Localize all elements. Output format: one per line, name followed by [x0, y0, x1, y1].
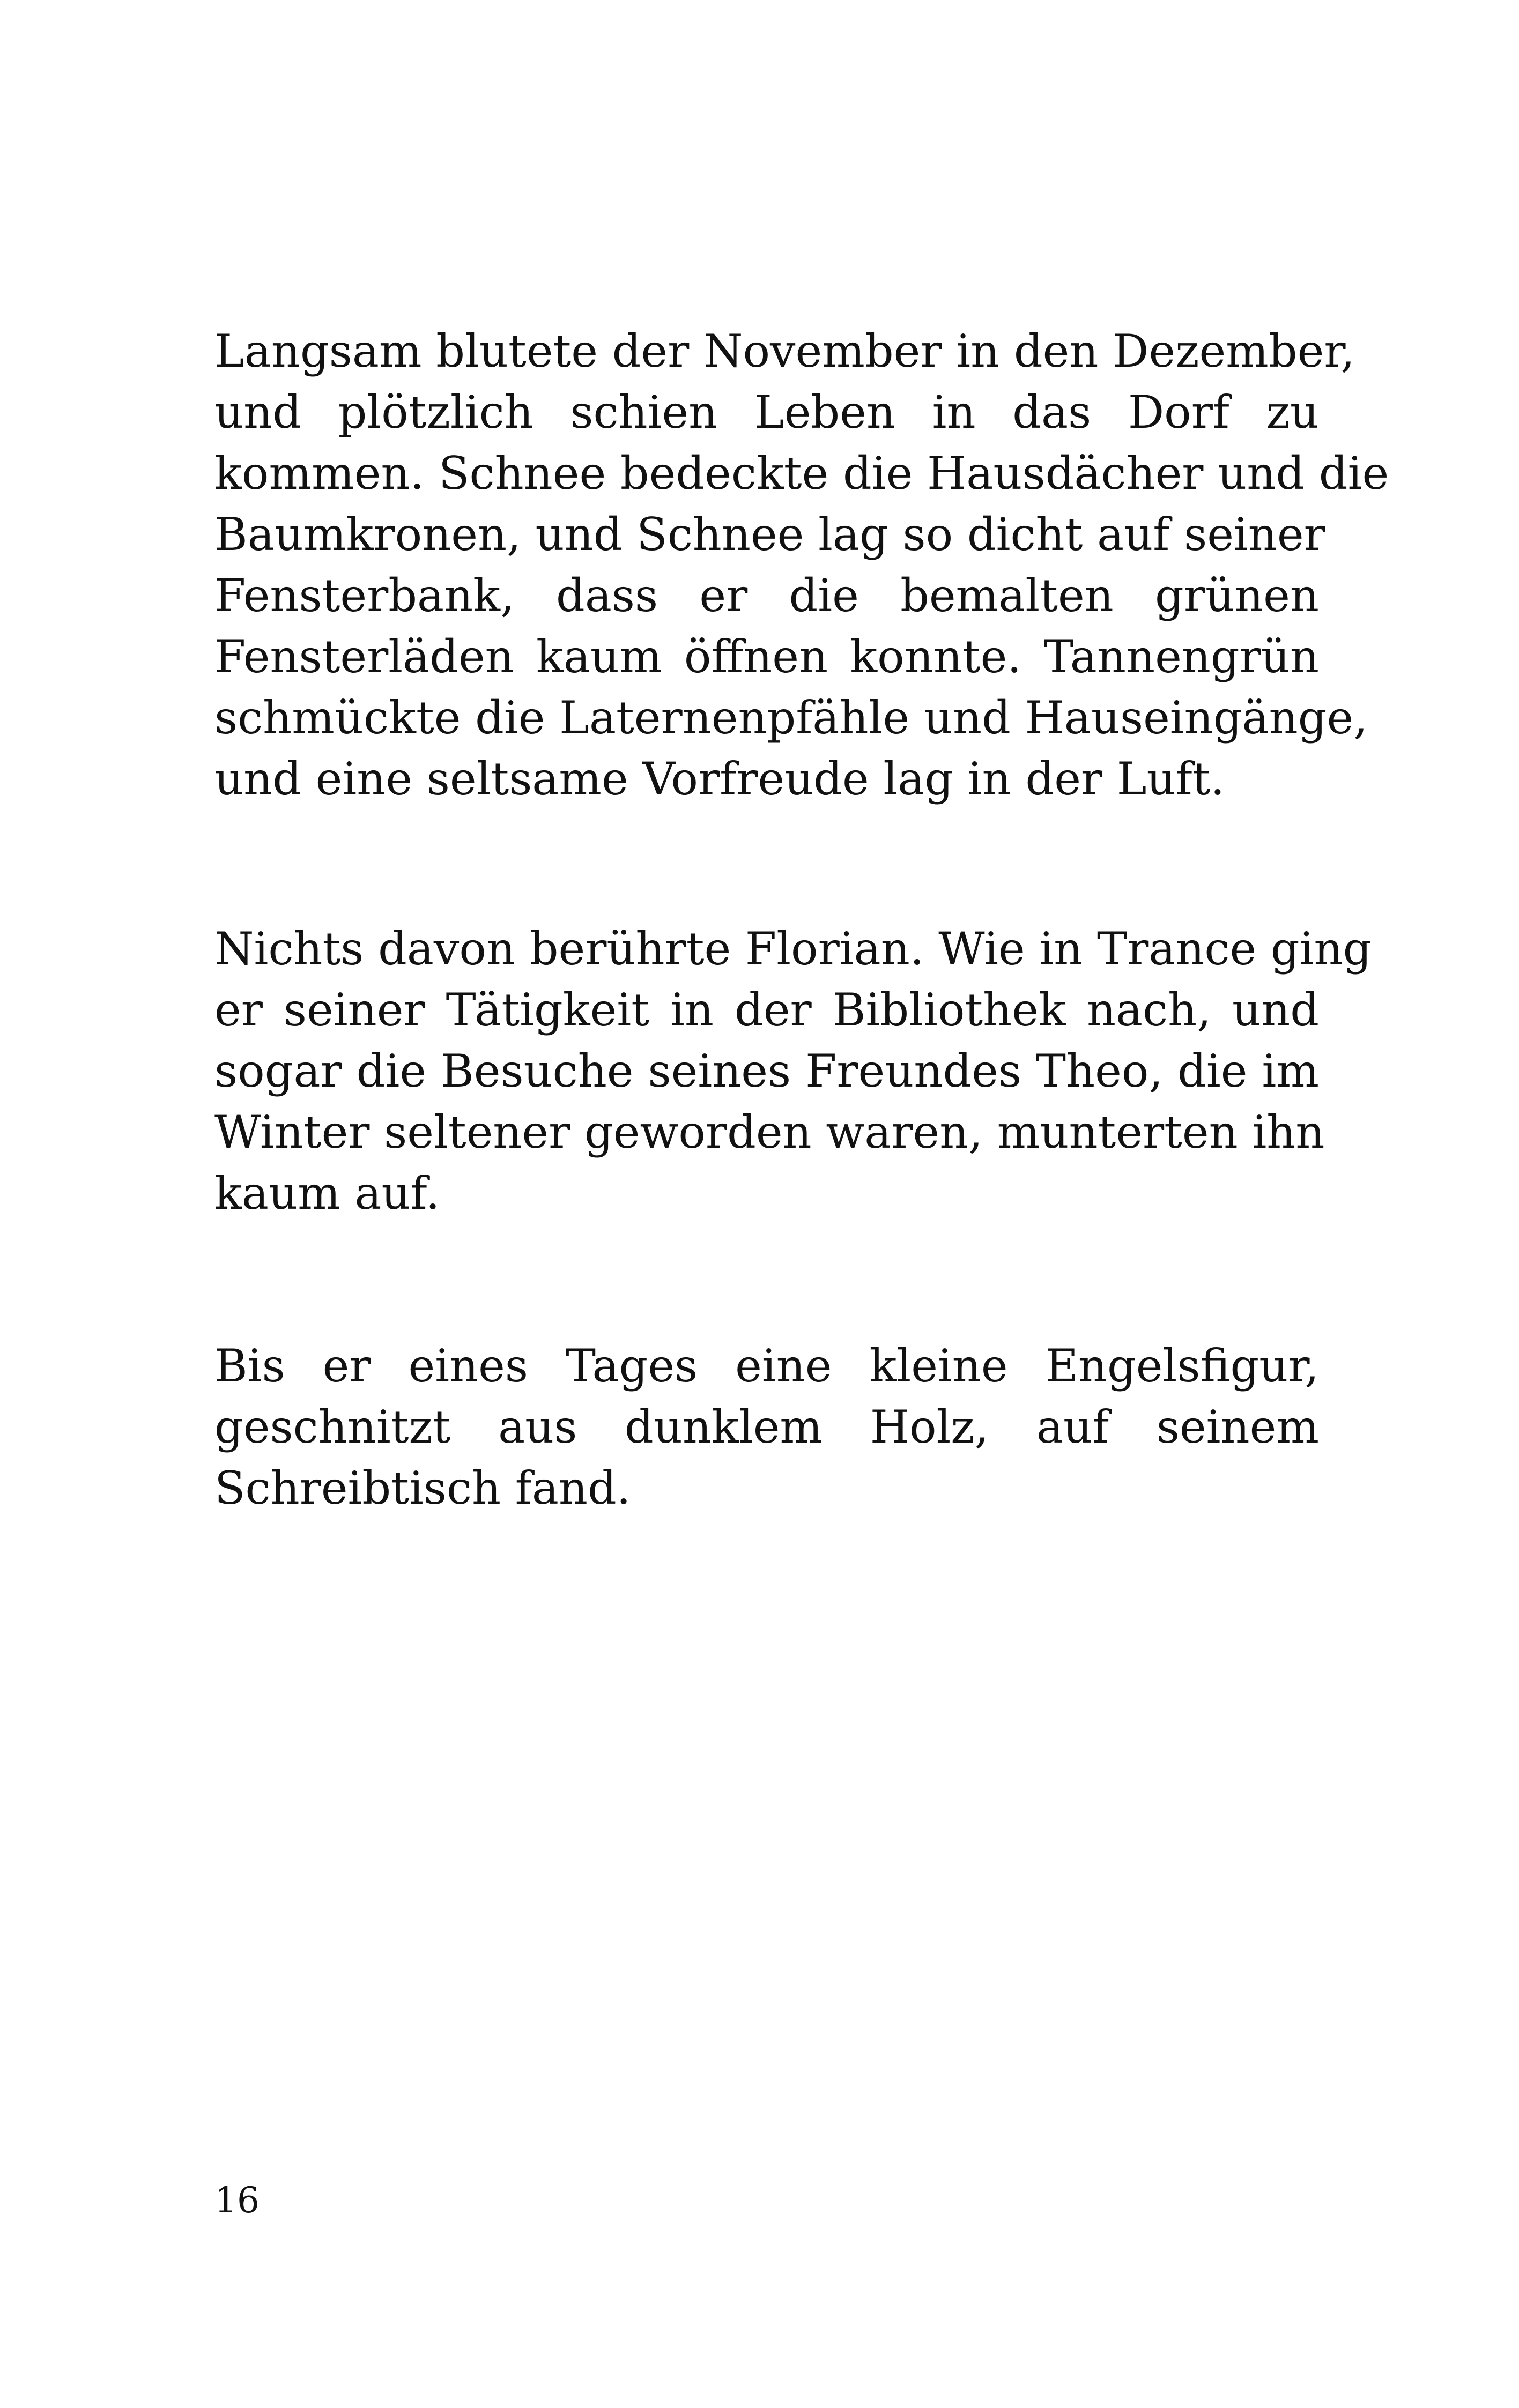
text-line: Bis er eines Tages eine kleine Engelsfigur,: [214, 1340, 1319, 1392]
text-line: geschnitzt aus dunklem Holz, auf seinem: [214, 1401, 1319, 1453]
paragraph-2: [214, 918, 1372, 1224]
page-number: 16: [214, 2180, 260, 2221]
text-line: Fensterläden kaum öffnen konnte. Tannengrün: [214, 630, 1319, 683]
text-line: sogar die Besuche seines Freundes Theo, die im: [214, 1045, 1319, 1097]
paragraph-3: [214, 1335, 1319, 1519]
paragraph-1: [214, 321, 1389, 809]
text-line: kaum auf.: [214, 1167, 440, 1220]
text-line: und eine seltsame Vorfreude lag in der Luft.: [214, 753, 1225, 805]
text-line: Langsam blutete der November in den Dezember,: [214, 325, 1355, 377]
text-line: Winter seltener geworden waren, munterten ihn: [214, 1106, 1325, 1158]
text-line: Schreibtisch fand.: [214, 1462, 631, 1514]
text-line: er seiner Tätigkeit in der Bibliothek nach, und: [214, 984, 1319, 1036]
text-line: Baumkronen, und Schnee lag so dicht auf seiner: [214, 508, 1325, 561]
text-line: und plötzlich schien Leben in das Dorf zu: [214, 386, 1319, 439]
text-line: Nichts davon berührte Florian. Wie in Trance ging: [214, 923, 1372, 975]
text-line: Fensterbank, dass er die bemalten grünen: [214, 569, 1319, 622]
text-line: kommen. Schnee bedeckte die Hausdächer und die: [214, 447, 1389, 500]
text-line: schmückte die Laternenpfähle und Hauseingänge,: [214, 692, 1368, 744]
